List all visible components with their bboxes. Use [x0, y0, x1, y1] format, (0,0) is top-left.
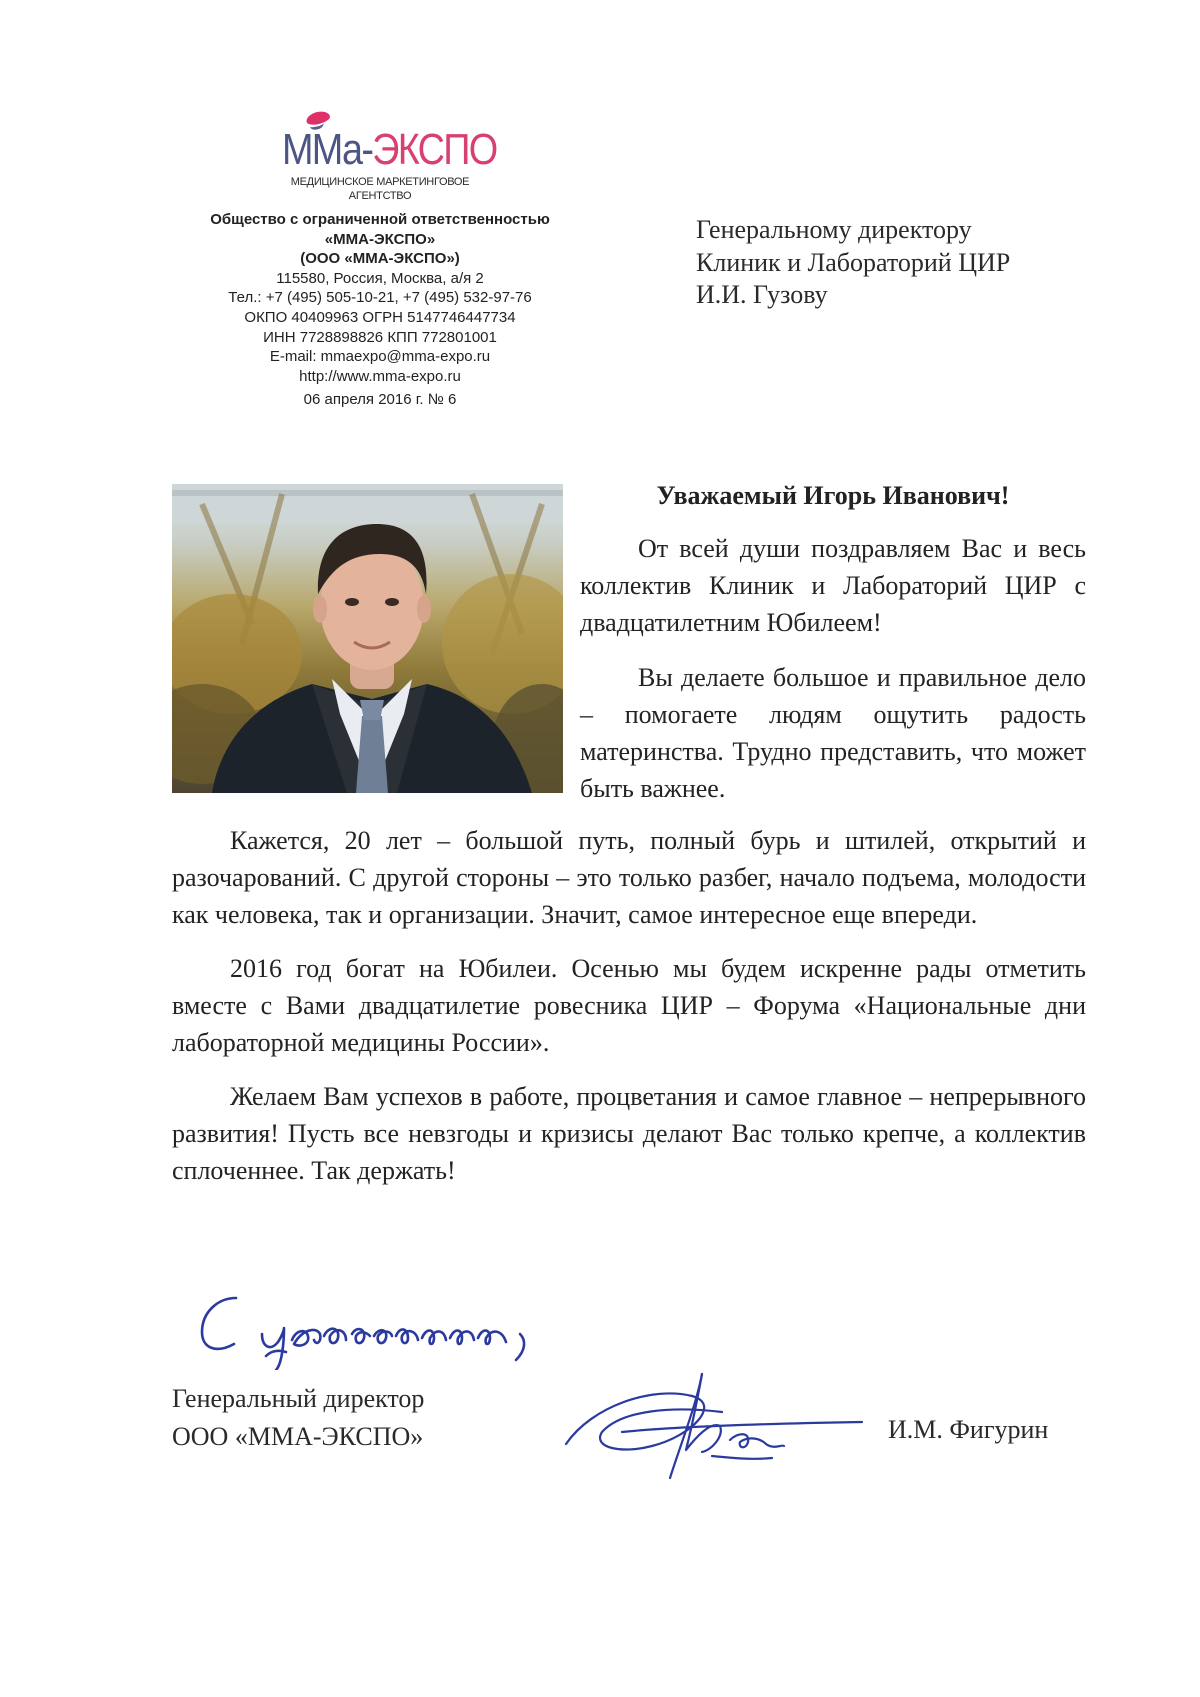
letter-body-main [172, 822, 1086, 1206]
letter-paragraph: Кажется, 20 лет – большой путь, полный бурь и штилей, открытий и разочарований. С другой стороны – это только разбег, начало подъема, молодости как человека, так и организации. Значит, самое интересное еще впереди. [172, 826, 1086, 929]
addressee-line1: Генеральному директору [696, 215, 972, 244]
letter-paragraph: Вы делаете большое и правильное дело – помогаете людям ощутить радость материнства. Трудно представить, что может быть важнее. [580, 663, 1086, 803]
recipient-photo [172, 484, 563, 793]
signatory-name: И.М. Фигурин [888, 1415, 1049, 1444]
signatory-position-line1: Генеральный директор [172, 1384, 425, 1413]
sender-email: E-mail: mmaexpo@mma-expo.ru [269, 348, 491, 366]
sender-inn-kpp: ИНН 7728898826 КПП 772801001 [263, 328, 497, 346]
sender-address: 115580, Россия, Москва, а/я 2 [276, 269, 484, 287]
sender-org-line1: Общество с ограниченной ответственностью [210, 211, 550, 228]
addressee-block [696, 214, 1010, 312]
portrait-illustration [172, 484, 563, 793]
letter-body-top [580, 530, 1086, 825]
letter-greeting: Уважаемый Игорь Иванович! [656, 481, 1010, 510]
signatory-position-line2: ООО «ММА-ЭКСПО» [172, 1422, 424, 1451]
letter-paragraph: От всей души поздравляем Вас и весь коллектив Клиник и Лабораторий ЦИР с двадцатилетним Юбилеем! [580, 534, 1086, 637]
sender-okpo-ogrn: ОКПО 40409963 ОГРН 5147746447734 [244, 308, 516, 326]
sender-org-line2: «ММА-ЭКСПО» [324, 230, 436, 248]
company-logo [280, 112, 497, 204]
logo-brand-part2: ЭКСПО [372, 125, 497, 174]
addressee-line2: Клиник и Лабораторий ЦИР [696, 247, 1011, 277]
logo-subtitle-line1: МЕДИЦИНСКОЕ МАРКЕТИНГОВОЕ [290, 176, 470, 188]
handwritten-closing [196, 1290, 576, 1370]
letter-paragraph: Желаем Вам успехов в работе, процветания и самое главное – непрерывного развития! Пусть все невзгоды и кризисы делают Вас только крепче, а коллектив сплоченнее. Так держать! [172, 1082, 1086, 1185]
sender-phone: Тел.: +7 (495) 505-10-21, +7 (495) 532-97-76 [228, 289, 532, 307]
logo-subtitle-line2: АГЕНТСТВО [348, 190, 412, 202]
letter-date-number: 06 апреля 2016 г. № 6 [303, 391, 457, 409]
addressee-line3: И.И. Гузову [696, 280, 828, 309]
letter-paragraph: 2016 год богат на Юбилеи. Осенью мы будем искренне рады отметить вместе с Вами двадцатилетие ровесника ЦИР – Форума «Национальные дни лабораторной медицины России». [172, 954, 1086, 1057]
signatory-position [172, 1380, 424, 1456]
sender-website: http://www.mma-expo.ru [299, 367, 461, 385]
sender-org-line3: (ООО «ММА-ЭКСПО») [300, 250, 460, 268]
logo-wordmark [282, 125, 497, 174]
logo-brand-part1: ММа- [282, 125, 373, 174]
sender-requisites [160, 210, 600, 410]
handwritten-signature [562, 1366, 872, 1486]
